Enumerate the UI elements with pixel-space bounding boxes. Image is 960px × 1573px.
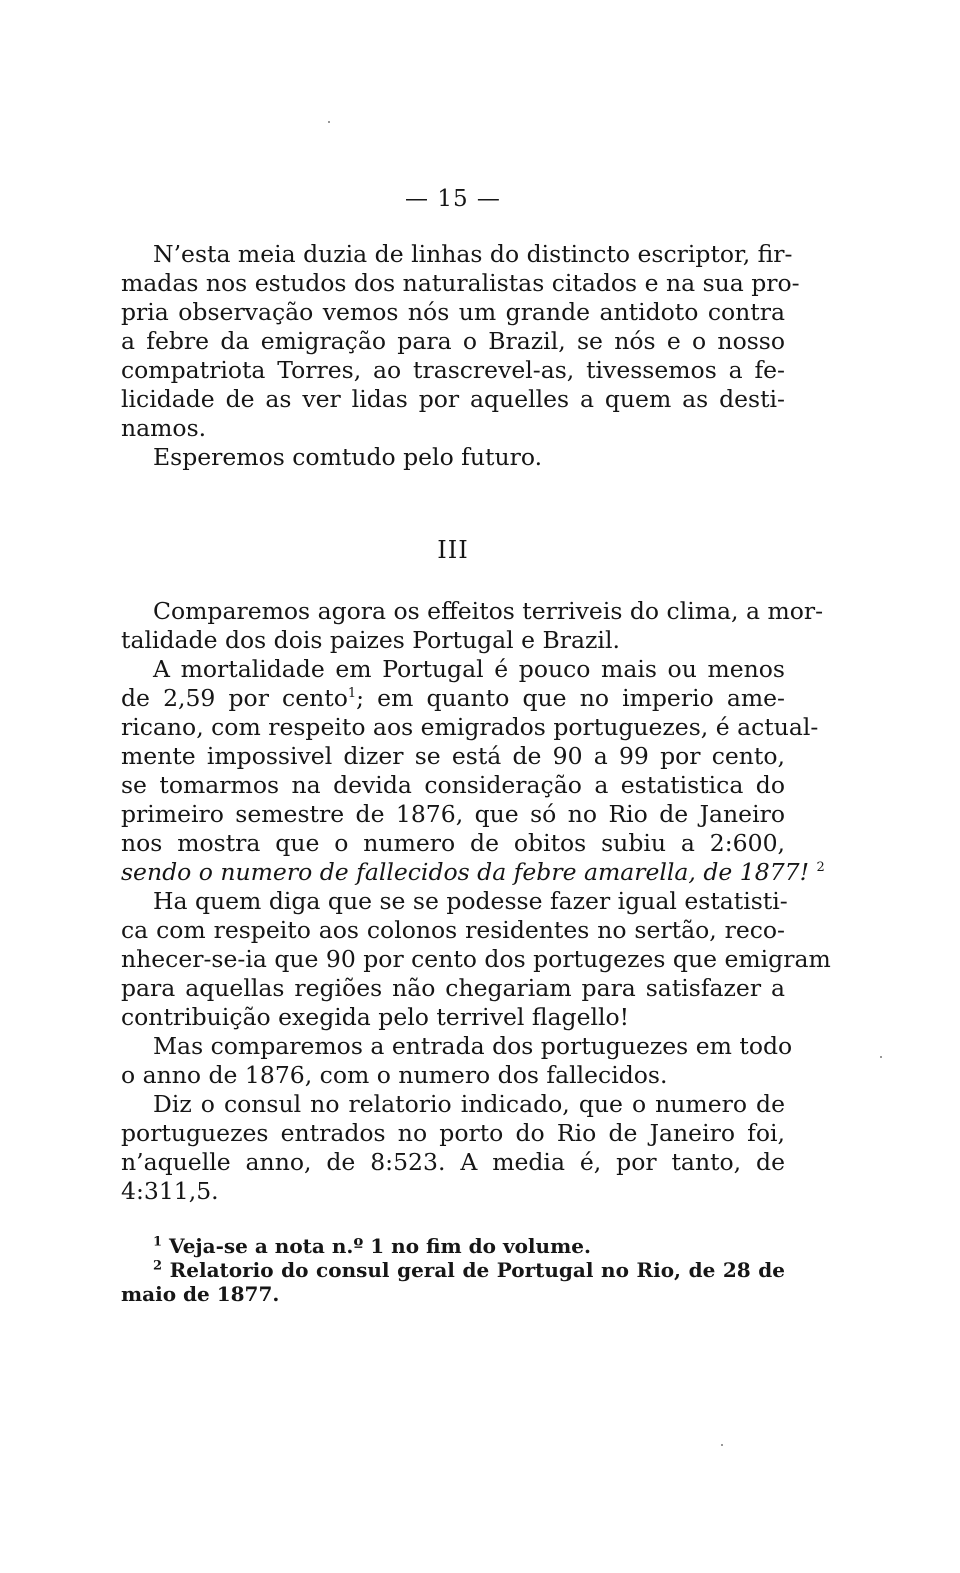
- text-line: primeiro semestre de 1876, que só no Rio de Janeiro: [121, 800, 785, 828]
- footnote-text: Relatorio do consul geral de Portugal no Rio, de 28 de: [169, 1258, 785, 1282]
- footnote-text: Veja-se a nota n.º 1 no fim do volume.: [169, 1234, 591, 1258]
- section-heading: III: [437, 536, 469, 564]
- paragraph-intro: [121, 240, 800, 472]
- scan-speck: [328, 121, 330, 123]
- text-line: Comparemos agora os effeitos terriveis do clima, a mor-: [153, 597, 824, 625]
- text-line: licidade de as ver lidas por aquelles a quem as desti-: [121, 385, 785, 413]
- text-line: ricano, com respeito aos emigrados portuguezes, é actual-: [121, 713, 819, 741]
- text-line: 4:311,5.: [121, 1177, 219, 1205]
- footnote-marker: 1: [153, 1234, 163, 1250]
- text-line: namos.: [121, 414, 207, 442]
- page-number: — 15 —: [405, 186, 501, 212]
- footnote-1: [121, 1234, 785, 1258]
- scan-speck: [721, 1444, 723, 1446]
- text-line: compatriota Torres, ao trascrevel-as, tivessemos a fe-: [121, 356, 785, 384]
- text-line: A mortalidade em Portugal é pouco mais ou menos: [153, 655, 785, 683]
- text-line: n’aquelle anno, de 8:523. A media é, por tanto, de: [121, 1148, 785, 1176]
- text-fragment: de 2,59 por cento: [121, 684, 348, 712]
- text-fragment: ; em quanto que no imperio ame-: [356, 684, 785, 712]
- text-line: pria observação vemos nós um grande antidoto contra: [121, 298, 785, 326]
- text-line: para aquellas regiões não chegariam para satisfazer a: [121, 974, 785, 1002]
- text-fragment: sendo o numero de fallecidos da febre amarella, de 1877!: [121, 858, 810, 886]
- footnote-text: maio de 1877.: [121, 1282, 280, 1306]
- text-line-with-footnote-ref: [121, 684, 785, 713]
- text-line: Esperemos comtudo pelo futuro.: [153, 443, 543, 471]
- text-line: talidade dos dois paizes Portugal e Brazil.: [121, 626, 620, 654]
- text-line: se tomarmos na devida consideração a estatistica do: [121, 771, 785, 799]
- paragraph-comparison: [121, 597, 831, 1206]
- text-line: o anno de 1876, com o numero dos fallecidos.: [121, 1061, 668, 1089]
- text-line: N’esta meia duzia de linhas do distincto escriptor, fir-: [153, 240, 793, 268]
- text-line: ca com respeito aos colonos residentes no sertão, reco-: [121, 916, 785, 944]
- footnote-2: [121, 1258, 785, 1282]
- text-line: mente impossivel dizer se está de 90 a 99 por cento,: [121, 742, 785, 770]
- footnote-ref: 1: [347, 686, 357, 702]
- footnote-ref: 2: [816, 860, 825, 876]
- footnote-marker: 2: [153, 1258, 163, 1274]
- text-line: Ha quem diga que se se podesse fazer igual estatisti-: [153, 887, 788, 915]
- text-line: nhecer-se-ia que 90 por cento dos portugezes que emigram: [121, 945, 831, 973]
- text-line: portuguezes entrados no porto do Rio de Janeiro foi,: [121, 1119, 785, 1147]
- text-line: contribuição exegida pelo terrivel flagello!: [121, 1003, 630, 1031]
- text-line: madas nos estudos dos naturalistas citados e na sua pro-: [121, 269, 800, 297]
- text-line: Mas comparemos a entrada dos portuguezes em todo: [153, 1032, 793, 1060]
- footnotes: [121, 1234, 785, 1306]
- text-line: nos mostra que o numero de obitos subiu a 2:600,: [121, 829, 785, 857]
- scan-speck: [880, 1056, 882, 1058]
- text-line: a febre da emigração para o Brazil, se nós e o nosso: [121, 327, 785, 355]
- text-line-with-footnote-ref: [121, 858, 825, 887]
- text-line: Diz o consul no relatorio indicado, que o numero de: [153, 1090, 785, 1118]
